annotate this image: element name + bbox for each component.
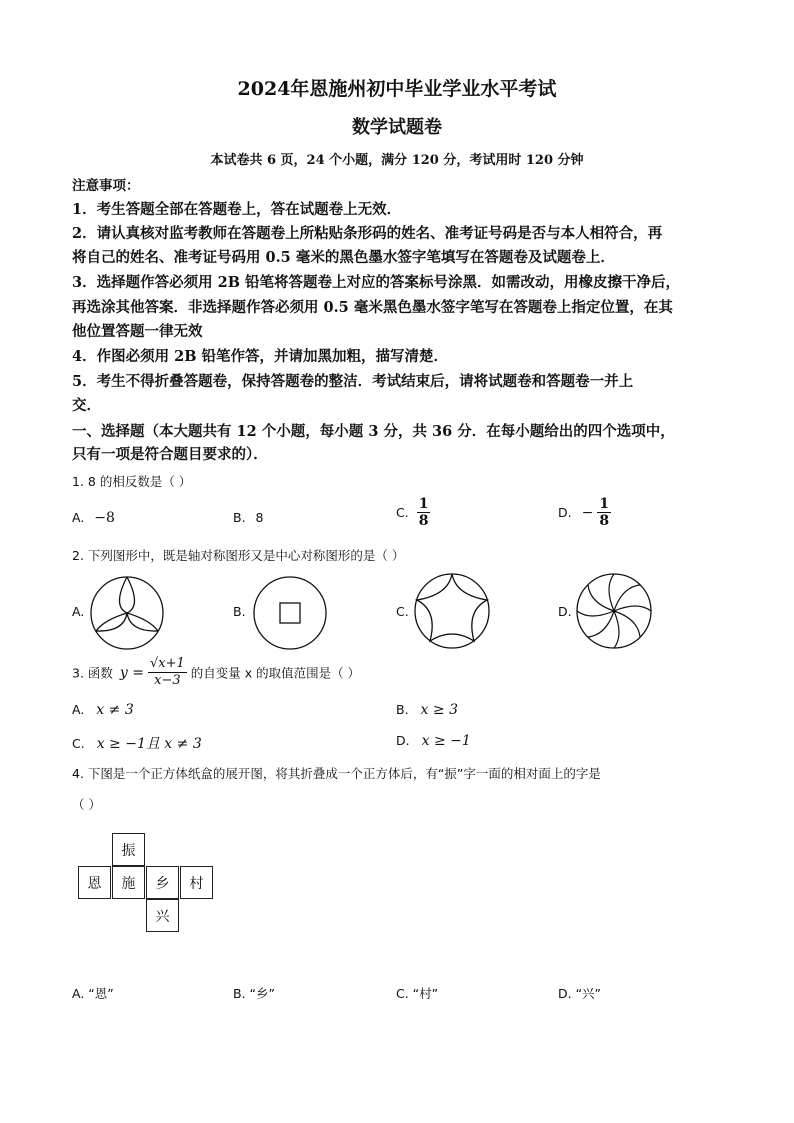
net-cell-top: 振 xyxy=(112,833,145,866)
minus-sign: − xyxy=(581,504,594,521)
question-4-stem: 4. 下图是一个正方体纸盒的展开图，将其折叠成一个正方体后，有“振”字一面的相对面上的字是 xyxy=(72,766,601,781)
q2-option-c-label[interactable]: C. xyxy=(396,604,409,619)
fraction-numerator: 1 xyxy=(599,496,610,512)
net-cell: 施 xyxy=(112,866,145,899)
q3-func-lhs: y = xyxy=(119,664,144,681)
q2-figure-b-coin[interactable] xyxy=(253,576,327,650)
option-value: −8 xyxy=(94,510,115,526)
fraction xyxy=(597,496,611,529)
q3-stem-suffix: 的自变量 x 的取值范围是（ ） xyxy=(190,665,361,681)
q2-option-d-label[interactable]: D. xyxy=(558,604,572,619)
q1-option-c[interactable] xyxy=(396,496,430,529)
notice-line: 5．考生不得折叠答题卷，保持答题卷的整洁．考试结束后，请将试题卷和答题卷一并上 xyxy=(72,373,634,390)
question-4-paren: （ ） xyxy=(72,797,101,812)
option-label: D. xyxy=(396,733,410,748)
q1-option-d[interactable] xyxy=(558,496,611,529)
q4-option-a[interactable]: A. “恩” xyxy=(72,986,114,1001)
question-2-stem: 2. 下列图形中，既是轴对称图形又是中心对称图形的是（ ） xyxy=(72,548,405,563)
notice-line: 2．请认真核对监考教师在答题卷上所粘贴条形码的姓名、准考证号码是否与本人相符合，再 xyxy=(72,225,663,242)
option-label: C. xyxy=(396,505,409,520)
q3-numerator: √x+1 xyxy=(149,656,185,671)
q2-option-b-label[interactable]: B. xyxy=(233,604,246,619)
q3-option-b[interactable] xyxy=(396,702,458,718)
q1-option-a[interactable] xyxy=(72,510,115,526)
fraction-numerator: 1 xyxy=(418,496,429,512)
option-label: D. xyxy=(558,505,572,520)
option-label: A. xyxy=(72,510,85,525)
notice-line: 交． xyxy=(72,397,101,414)
q4-option-c[interactable]: C. “村” xyxy=(396,986,439,1001)
option-value: x ≥ −1 xyxy=(421,733,471,749)
notice-line: 再选涂其他答案．非选择题作答必须用 0.5 毫米黑色墨水签字笔写在答题卷上指定位置，在其 xyxy=(72,299,673,316)
net-cell-bottom: 兴 xyxy=(146,899,179,932)
net-cell: 村 xyxy=(180,866,213,899)
q3-denominator: x−3 xyxy=(154,673,181,688)
fraction xyxy=(417,496,431,529)
option-label: C. xyxy=(72,736,85,751)
q2-figure-a-three-arcs[interactable] xyxy=(90,576,164,650)
notice-heading: 注意事项： xyxy=(72,178,140,194)
q1-option-b[interactable] xyxy=(233,510,264,525)
q2-option-a-label[interactable]: A. xyxy=(72,604,85,619)
exam-title: 2024年恩施州初中毕业学业水平考试 xyxy=(237,78,557,100)
fraction-denominator: 8 xyxy=(599,513,610,529)
q3-option-a[interactable] xyxy=(72,702,134,718)
option-value: x ≥ 3 xyxy=(420,702,458,718)
option-value: x ≥ −1且 x ≠ 3 xyxy=(96,736,202,752)
net-cell: 乡 xyxy=(146,866,179,899)
section-heading: 一、选择题（本大题共有 12 个小题，每小题 3 分，共 36 分．在每小题给出的四个选项中， xyxy=(72,423,675,440)
q2-figure-c-star[interactable] xyxy=(414,573,490,649)
question-3-stem xyxy=(72,656,360,689)
net-cell: 恩 xyxy=(78,866,111,899)
section-heading-cont: 只有一项是符合题目要求的）． xyxy=(72,446,268,463)
q4-option-b[interactable]: B. “乡” xyxy=(233,986,275,1001)
q4-option-d[interactable]: D. “兴” xyxy=(558,986,602,1001)
fraction-denominator: 8 xyxy=(418,513,429,529)
notice-line: 4．作图必须用 2B 铅笔作答，并请加黑加粗，描写清楚． xyxy=(72,348,449,365)
notice-line: 3．选择题作答必须用 2B 铅笔将答题卷上对应的答案标号涂黑．如需改动，用橡皮擦干净后， xyxy=(72,274,681,291)
notice-line: 他位置答题一律无效 xyxy=(72,323,203,340)
option-value: x ≠ 3 xyxy=(96,702,134,718)
notice-line: 1．考生答题全部在答题卷上，答在试题卷上无效． xyxy=(72,201,402,218)
q2-figure-d-pinwheel[interactable] xyxy=(576,573,652,649)
option-label: B. xyxy=(396,702,409,717)
option-value: 8 xyxy=(255,510,264,525)
notice-line: 将自己的姓名、准考证号码用 0.5 毫米的黑色墨水签字笔填写在答题卷及试题卷上． xyxy=(72,249,615,266)
exam-subtitle: 数学试题卷 xyxy=(352,117,442,138)
q3-fraction xyxy=(148,656,187,689)
q3-option-d[interactable] xyxy=(396,733,471,749)
exam-info: 本试卷共 6 页，24 个小题，满分 120 分，考试用时 120 分钟 xyxy=(210,153,584,168)
q3-option-c[interactable] xyxy=(72,733,202,753)
q3-stem-prefix: 3. 函数 xyxy=(72,665,113,681)
option-label: A. xyxy=(72,702,85,717)
option-label: B. xyxy=(233,510,246,525)
question-1-stem: 1. 8 的相反数是（ ） xyxy=(72,474,192,489)
